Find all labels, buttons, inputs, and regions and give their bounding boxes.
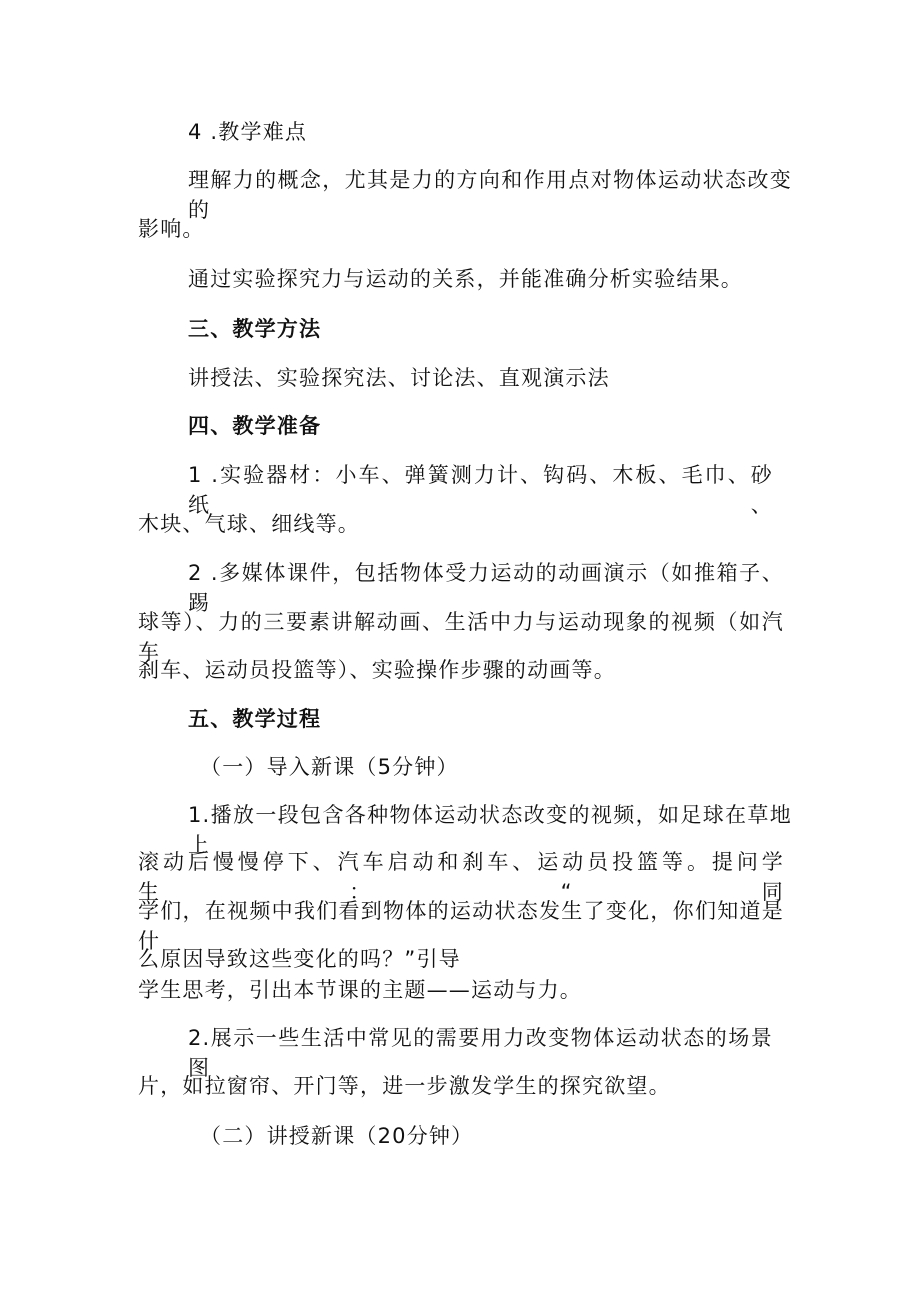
paragraph-line: 2.展示一些生活中常见的需要用力改变物体运动状态的场景图: [188, 1026, 773, 1080]
paragraph-line: 讲授法、实验探究法、讨论法、直观演示法: [188, 366, 610, 390]
section-heading-teaching-methods: 三、教学方法: [188, 317, 322, 341]
paragraph-line: 滚动后慢慢停下、汽车启动和刹车、运动员投篮等。提问学生：“同: [138, 850, 784, 904]
paragraph-line: 1.播放一段包含各种物体运动状态改变的视频，如足球在草地上: [188, 803, 792, 857]
paragraph-line: 学们，在视频中我们看到物体的运动状态发生了变化，你们知道是什: [138, 899, 784, 953]
paragraph-line: 通过实验探究力与运动的关系，并能准确分析实验结果。: [188, 267, 743, 291]
paragraph-line: 理解力的概念，尤其是力的方向和作用点对物体运动状态改变的: [188, 168, 792, 222]
paragraph-line: 学生思考，引出本节课的主题——运动与力。: [138, 978, 582, 1002]
paragraph-line: 1 .实验器材：小车、弹簧测力计、钩码、木板、毛巾、砂纸、: [188, 463, 773, 517]
paragraph-line: 么原因导致这些变化的吗？”引导: [138, 947, 461, 971]
subheading-teaching-difficulties: 4 .教学难点: [188, 120, 308, 144]
paragraph-line: 刹车、运动员投篮等）、实验操作步骤的动画等。: [138, 658, 616, 682]
paragraph-line: 片，如拉窗帘、开门等，进一步激发学生的探究欲望。: [138, 1074, 671, 1098]
subheading-introduction: （一）导入新课（5分钟）: [200, 755, 459, 779]
paragraph-line: 影响。: [138, 217, 205, 241]
section-heading-teaching-process: 五、教学过程: [188, 707, 322, 731]
subheading-new-lesson: （二）讲授新课（20分钟）: [200, 1124, 474, 1148]
section-heading-teaching-preparation: 四、教学准备: [188, 414, 322, 438]
paragraph-line: 2 .多媒体课件，包括物体受力运动的动画演示（如推箱子、踢: [188, 561, 784, 615]
paragraph-line: 木块、气球、细线等。: [138, 512, 360, 536]
paragraph-line: 球等）、力的三要素讲解动画、生活中力与运动现象的视频（如汽车: [138, 610, 784, 664]
